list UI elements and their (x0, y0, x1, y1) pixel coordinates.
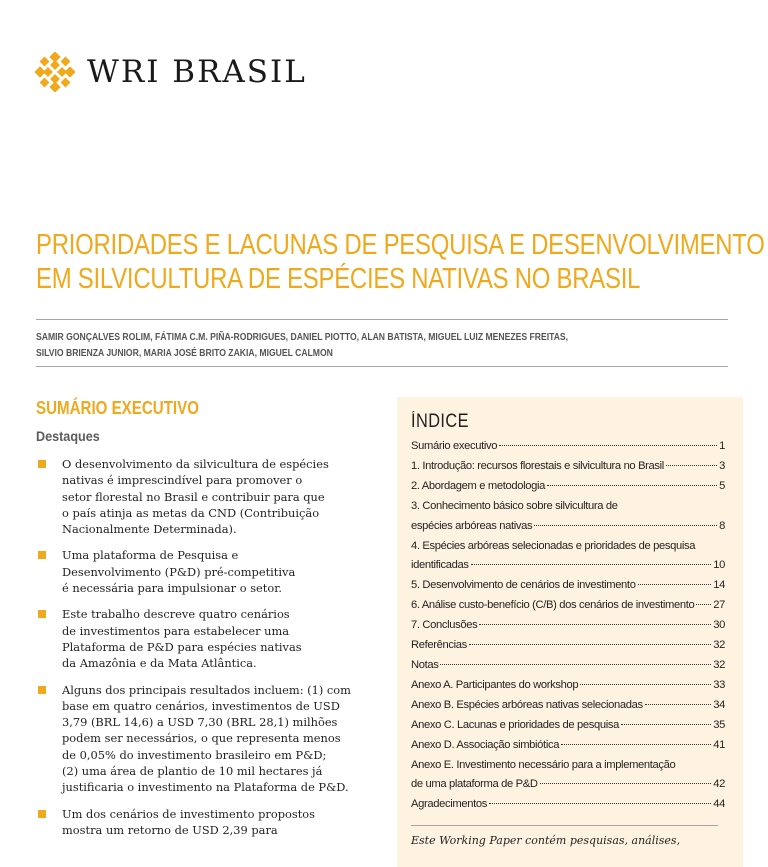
toc-leader-dots (547, 485, 717, 486)
bullet-square-icon (38, 551, 46, 559)
toc-entry-label: Anexo D. Associação simbiótica (411, 738, 560, 751)
highlight-text: Uma plataforma de Pesquisa e Desenvolvimento (P&D) pré-competitiva é necessária para impulsionar o setor. (62, 548, 296, 596)
toc-entry[interactable] (411, 596, 725, 616)
toc-page-number: 35 (713, 718, 725, 731)
toc-entry[interactable] (411, 437, 725, 457)
toc-page-number: 44 (713, 798, 725, 811)
toc-entry-label: Anexo B. Espécies arbóreas nativas selecionadas (411, 698, 643, 711)
highlights-list (36, 456, 366, 848)
toc-entry-label: Agradecimentos (411, 798, 487, 811)
bullet-square-icon (38, 610, 46, 618)
toc-leader-dots (471, 564, 712, 565)
wri-starburst-icon (35, 52, 75, 92)
toc-entry-label: espécies arbóreas nativas (411, 519, 533, 532)
highlight-item (36, 606, 366, 671)
toc-entry[interactable] (411, 616, 725, 636)
page-title (36, 228, 765, 296)
toc-entry[interactable] (411, 696, 725, 716)
toc-entry-label: Anexo C. Lacunas e prioridades de pesquisa (411, 718, 619, 731)
title-divider (36, 319, 728, 320)
toc-page-number: 32 (713, 658, 725, 671)
highlight-item (36, 547, 366, 596)
highlight-text: Alguns dos principais resultados incluem: (1) com base em quatro cenários, investimentos de USD 3,79 (BRL 14,6) a USD 7,30 (BRL 28,1) milhões podem ser necessários, o que representa menos de 0,05% do investimento brasileiro em P&D; (2) uma área de plantio de 10 mil hectares já justificaria o investimento na Plataforma de P&D. (62, 682, 351, 795)
toc-entry-label: Anexo A. Participantes do workshop (411, 678, 579, 691)
toc-page-number: 14 (713, 579, 725, 592)
bullet-square-icon (38, 810, 46, 818)
section-title: SUMÁRIO EXECUTIVO (36, 398, 199, 418)
bullet-square-icon (38, 460, 46, 468)
toc-leader-dots (479, 624, 711, 625)
highlight-text: O desenvolvimento da silvicultura de espécies nativas é imprescindível para promover o setor florestal no Brasil e contribuir para que o país atinja as metas da CND (Contribuição Nacionalmente Determinada). (62, 457, 329, 537)
toc-entry[interactable] (411, 756, 725, 796)
bullet-square-icon (38, 686, 46, 694)
brand-name: WRI BRASIL (87, 53, 307, 90)
toc-page-number: 27 (713, 599, 725, 612)
toc-entry[interactable] (411, 636, 725, 656)
index-title: ÍNDICE (411, 411, 469, 432)
toc-page-number: 32 (713, 639, 725, 652)
toc-leader-dots (499, 445, 717, 446)
toc-entry[interactable] (411, 477, 725, 497)
title-line-2: EM SILVICULTURA DE ESPÉCIES NATIVAS NO BRASIL (36, 263, 641, 295)
author-line-2: SILVIO BRIENZA JUNIOR, MARIA JOSÉ BRITO ZAKIA, MIGUEL CALMON (36, 347, 333, 359)
toc-leader-dots (534, 525, 717, 526)
toc-entry-label: 5. Desenvolvimento de cenários de investimento (411, 579, 636, 592)
toc-leader-dots (696, 604, 711, 605)
toc-leader-dots (638, 584, 712, 585)
toc-page-number: 33 (713, 678, 725, 691)
toc-entry-label: 2. Abordagem e metodologia (411, 479, 545, 492)
toc-entry[interactable] (411, 736, 725, 756)
toc-entry[interactable] (411, 537, 725, 577)
toc-leader-dots (645, 704, 712, 705)
toc-leader-dots (440, 664, 711, 665)
toc-leader-dots (666, 465, 717, 466)
index-box (397, 397, 743, 867)
highlight-text: Este trabalho descreve quatro cenários de investimentos para estabelecer uma Plataforma de P&D para espécies nativas da Amazônia e da Mata Atlântica. (62, 607, 302, 671)
toc-entry-label: de uma plataforma de P&D (411, 778, 538, 791)
working-paper-note: Este Working Paper contém pesquisas, análises, (411, 834, 681, 847)
highlight-item (36, 682, 366, 796)
toc-page-number: 42 (713, 778, 725, 791)
table-of-contents (411, 437, 725, 815)
toc-leader-dots (540, 783, 712, 784)
toc-entry[interactable] (411, 795, 725, 815)
toc-page-number: 34 (713, 698, 725, 711)
toc-leader-dots (489, 803, 711, 804)
toc-entry-label: 6. Análise custo-benefício (C/B) dos cenários de investimento (411, 599, 695, 612)
toc-entry[interactable] (411, 656, 725, 676)
highlight-item (36, 456, 366, 537)
toc-entry-label: 4. Espécies arbóreas selecionadas e prioridades de pesquisa (411, 539, 696, 552)
highlight-item (36, 806, 366, 839)
toc-page-number: 5 (719, 479, 725, 492)
toc-entry[interactable] (411, 457, 725, 477)
toc-entry-label: Notas (411, 658, 439, 671)
author-line-1: SAMIR GONÇALVES ROLIM, FÁTIMA C.M. PIÑA-RODRIGUES, DANIEL PIOTTO, ALAN BATISTA, MIGUEL LUIZ MENEZES FREITAS, (36, 331, 569, 343)
toc-page-number: 1 (719, 440, 725, 452)
wri-brasil-logo (35, 52, 307, 92)
toc-leader-dots (561, 744, 711, 745)
toc-entry[interactable] (411, 676, 725, 696)
toc-page-number: 8 (719, 519, 725, 532)
toc-entry-label: Referências (411, 639, 467, 652)
toc-entry-label: Sumário executivo (411, 440, 498, 452)
toc-page-number: 10 (713, 559, 725, 572)
toc-entry[interactable] (411, 497, 725, 537)
toc-entry-label: 1. Introdução: recursos florestais e silvicultura no Brasil (411, 459, 664, 472)
toc-entry[interactable] (411, 716, 725, 736)
highlights-heading: Destaques (36, 428, 100, 444)
toc-page-number: 30 (713, 619, 725, 632)
title-line-1: PRIORIDADES E LACUNAS DE PESQUISA E DESENVOLVIMENTO (36, 229, 765, 261)
index-divider (411, 825, 718, 826)
toc-leader-dots (621, 724, 711, 725)
toc-entry-label: identificadas (411, 559, 469, 572)
toc-entry-label: 7. Conclusões (411, 619, 478, 632)
toc-leader-dots (580, 684, 711, 685)
toc-entry[interactable] (411, 576, 725, 596)
toc-page-number: 41 (713, 738, 725, 751)
author-divider (36, 366, 728, 367)
toc-entry-label: Anexo E. Investimento necessário para a implementação (411, 758, 676, 771)
author-list (36, 329, 708, 361)
toc-page-number: 3 (719, 459, 725, 472)
toc-leader-dots (469, 644, 711, 645)
highlight-text: Um dos cenários de investimento propostos mostra um retorno de USD 2,39 para (62, 806, 315, 837)
toc-entry-label: 3. Conhecimento básico sobre silvicultura de (411, 499, 618, 512)
